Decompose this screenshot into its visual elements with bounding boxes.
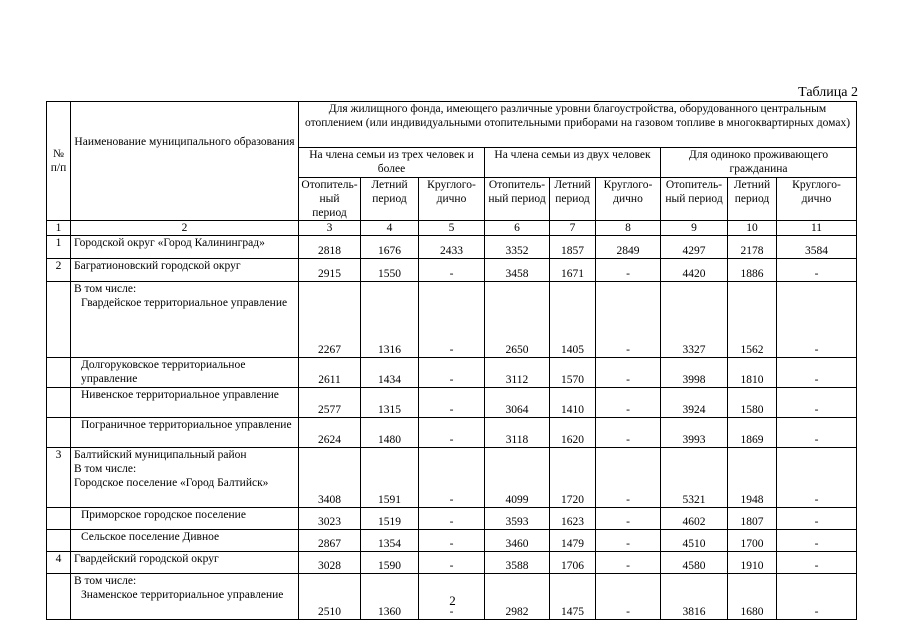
row-number (47, 358, 71, 388)
value-cell: 5321 (661, 448, 728, 508)
value-cell: - (419, 448, 485, 508)
value-cell: - (419, 530, 485, 552)
value-cell: 1360 (361, 574, 419, 620)
col-number: 4 (361, 221, 419, 236)
municipality-cell (71, 552, 299, 574)
table-row (47, 236, 857, 259)
header-period: Отопитель-ный период (661, 178, 728, 221)
value-cell: 2433 (419, 236, 485, 259)
value-cell: - (777, 259, 857, 282)
table-row (47, 282, 857, 358)
value-cell: 4510 (661, 530, 728, 552)
col-number: 3 (299, 221, 361, 236)
header-subgroup-single: Для одиноко проживающего гражданина (661, 148, 857, 178)
value-cell: 4297 (661, 236, 728, 259)
municipality-prefix: В том числе: (74, 283, 137, 295)
value-cell: 1706 (550, 552, 596, 574)
table-row (47, 418, 857, 448)
value-cell: 3023 (299, 508, 361, 530)
municipality-cell (71, 508, 299, 530)
value-cell: 2650 (485, 282, 550, 358)
value-cell: 3112 (485, 358, 550, 388)
value-cell: 1623 (550, 508, 596, 530)
value-cell: - (596, 530, 661, 552)
municipality-name: Гвардейское территориальное управление (81, 297, 288, 309)
row-number (47, 418, 71, 448)
value-cell: 3998 (661, 358, 728, 388)
value-cell: 3028 (299, 552, 361, 574)
value-cell: - (777, 508, 857, 530)
value-cell: - (777, 552, 857, 574)
row-number: 2 (47, 259, 71, 282)
value-cell: 1807 (728, 508, 777, 530)
municipality-name: Сельское поселение Дивное (81, 531, 220, 543)
value-cell: - (596, 358, 661, 388)
value-cell: 3584 (777, 236, 857, 259)
col-number: 2 (71, 221, 299, 236)
table-body (47, 236, 857, 620)
value-cell: 1948 (728, 448, 777, 508)
value-cell: 1562 (728, 282, 777, 358)
value-cell: - (596, 388, 661, 418)
value-cell: - (596, 508, 661, 530)
table-row (47, 552, 857, 574)
value-cell: - (777, 574, 857, 620)
header-period: Круглого-дично (596, 178, 661, 221)
value-cell: 1910 (728, 552, 777, 574)
municipality-cell (71, 388, 299, 418)
value-cell: 3352 (485, 236, 550, 259)
value-cell: - (777, 282, 857, 358)
value-cell: - (419, 388, 485, 418)
value-cell: 1434 (361, 358, 419, 388)
value-cell: - (777, 448, 857, 508)
table-row (47, 259, 857, 282)
value-cell: 2849 (596, 236, 661, 259)
value-cell: - (419, 282, 485, 358)
value-cell: 1857 (550, 236, 596, 259)
header-period: Летний период (550, 178, 596, 221)
value-cell: - (419, 552, 485, 574)
value-cell: 1886 (728, 259, 777, 282)
header-subgroup-two: На члена семьи из двух человек (485, 148, 661, 178)
value-cell: 1519 (361, 508, 419, 530)
tariff-table (46, 101, 857, 620)
header-period: Круглого-дично (777, 178, 857, 221)
municipality-name: Приморское городское поселение (81, 509, 246, 521)
table-row (47, 388, 857, 418)
header-period: Летний период (728, 178, 777, 221)
value-cell: - (777, 388, 857, 418)
value-cell: 4420 (661, 259, 728, 282)
value-cell: 2611 (299, 358, 361, 388)
value-cell: 1590 (361, 552, 419, 574)
value-cell: 2818 (299, 236, 361, 259)
row-number (47, 508, 71, 530)
municipality-cell (71, 448, 299, 508)
header-no: № п/п (47, 102, 71, 221)
value-cell: - (419, 259, 485, 282)
value-cell: 1676 (361, 236, 419, 259)
value-cell: - (777, 418, 857, 448)
value-cell: 1671 (550, 259, 596, 282)
value-cell: 2867 (299, 530, 361, 552)
row-number: 1 (47, 236, 71, 259)
value-cell: 2267 (299, 282, 361, 358)
value-cell: 1405 (550, 282, 596, 358)
value-cell: 1480 (361, 418, 419, 448)
municipality-cell (71, 259, 299, 282)
value-cell: - (419, 358, 485, 388)
value-cell: - (596, 552, 661, 574)
value-cell: 1479 (550, 530, 596, 552)
col-number: 8 (596, 221, 661, 236)
row-number: 3 (47, 448, 71, 508)
municipality-name: Долгоруковское территориальное управление (81, 359, 246, 385)
value-cell: 1591 (361, 448, 419, 508)
value-cell: 4602 (661, 508, 728, 530)
value-cell: - (596, 259, 661, 282)
col-number: 10 (728, 221, 777, 236)
value-cell: 3064 (485, 388, 550, 418)
col-number: 9 (661, 221, 728, 236)
municipality-cell (71, 236, 299, 259)
municipality-prefix: Балтийский муниципальный район В том числе: (74, 449, 247, 475)
table-row (47, 530, 857, 552)
value-cell: - (419, 418, 485, 448)
row-number (47, 530, 71, 552)
col-number: 5 (419, 221, 485, 236)
header-period: Отопитель-ный период (485, 178, 550, 221)
value-cell: 1700 (728, 530, 777, 552)
value-cell: 1869 (728, 418, 777, 448)
municipality-prefix: В том числе: (74, 575, 137, 587)
row-number (47, 282, 71, 358)
municipality-cell (71, 530, 299, 552)
header-period: Круглого-дично (419, 178, 485, 221)
value-cell: 3593 (485, 508, 550, 530)
value-cell: 1570 (550, 358, 596, 388)
value-cell: - (596, 448, 661, 508)
table-row (47, 508, 857, 530)
value-cell: 2178 (728, 236, 777, 259)
municipality-name: Пограничное территориальное управление (81, 419, 292, 431)
value-cell: 2915 (299, 259, 361, 282)
value-cell: 3816 (661, 574, 728, 620)
municipality-name: Багратионовский городской округ (74, 260, 241, 272)
municipality-name: Городской округ «Город Калининград» (74, 237, 265, 249)
value-cell: - (419, 574, 485, 620)
value-cell: 1680 (728, 574, 777, 620)
table-label: Таблица 2 (798, 85, 858, 100)
value-cell: 3327 (661, 282, 728, 358)
value-cell: 3993 (661, 418, 728, 448)
value-cell: 1620 (550, 418, 596, 448)
municipality-name: Знаменское территориальное управление (81, 589, 284, 601)
municipality-cell (71, 282, 299, 358)
value-cell: 3460 (485, 530, 550, 552)
col-number: 7 (550, 221, 596, 236)
value-cell: - (777, 358, 857, 388)
header-group-title: Для жилищного фонда, имеющего различные уровни благоустройства, оборудованного центральным отоплением (или индивидуальными отопительными приборами на газовом топливе в многоквартирных домах) (299, 102, 857, 148)
value-cell: 2624 (299, 418, 361, 448)
value-cell: 4580 (661, 552, 728, 574)
value-cell: 1720 (550, 448, 596, 508)
value-cell: 3118 (485, 418, 550, 448)
row-number: 4 (47, 552, 71, 574)
value-cell: 1810 (728, 358, 777, 388)
value-cell: 3924 (661, 388, 728, 418)
municipality-name: Городское поселение «Город Балтийск» (74, 477, 269, 489)
col-number: 1 (47, 221, 71, 236)
value-cell: 4099 (485, 448, 550, 508)
value-cell: 1410 (550, 388, 596, 418)
value-cell: - (596, 418, 661, 448)
value-cell: 3408 (299, 448, 361, 508)
value-cell: 1580 (728, 388, 777, 418)
municipality-name: Гвардейский городской округ (74, 553, 219, 565)
value-cell: - (596, 574, 661, 620)
value-cell: 2982 (485, 574, 550, 620)
col-number: 6 (485, 221, 550, 236)
value-cell: - (777, 530, 857, 552)
value-cell: - (419, 508, 485, 530)
value-cell: - (596, 282, 661, 358)
value-cell: 3458 (485, 259, 550, 282)
header-period: Летний период (361, 178, 419, 221)
row-number (47, 388, 71, 418)
value-cell: 1354 (361, 530, 419, 552)
header-period: Отопитель-ный период (299, 178, 361, 221)
header-name: Наименование муниципального образования (71, 102, 299, 221)
col-number: 11 (777, 221, 857, 236)
value-cell: 2510 (299, 574, 361, 620)
page-number: 2 (449, 593, 456, 608)
value-cell: 2577 (299, 388, 361, 418)
value-cell: 1315 (361, 388, 419, 418)
municipality-cell (71, 418, 299, 448)
municipality-name: Нивенское территориальное управление (81, 389, 279, 401)
municipality-cell (71, 358, 299, 388)
header-subgroup-three: На члена семьи из трех человек и более (299, 148, 485, 178)
value-cell: 1316 (361, 282, 419, 358)
value-cell: 3588 (485, 552, 550, 574)
value-cell: 1550 (361, 259, 419, 282)
table-row (47, 358, 857, 388)
value-cell: 1475 (550, 574, 596, 620)
table-row (47, 448, 857, 508)
